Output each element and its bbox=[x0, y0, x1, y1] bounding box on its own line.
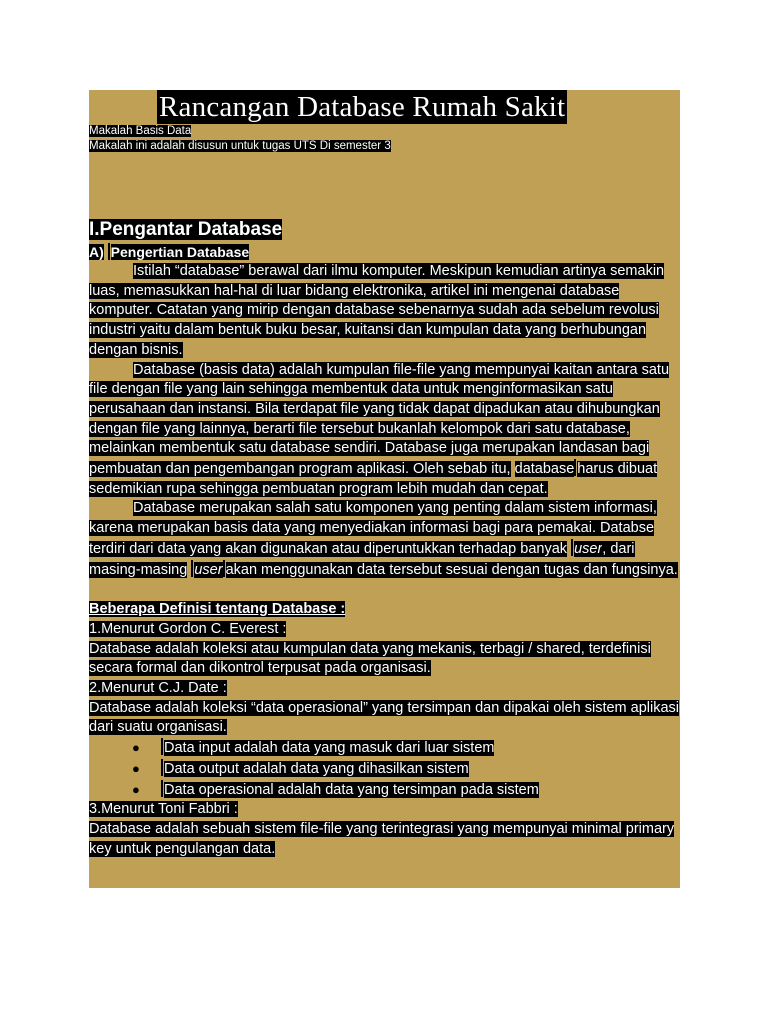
document-page bbox=[89, 90, 680, 888]
bullet-item bbox=[89, 759, 680, 780]
meta-line-1: Makalah Basis Data bbox=[89, 125, 192, 137]
section-heading-text: I.Pengantar Database bbox=[89, 219, 283, 240]
paragraph-1-text: Istilah “database” berawal dari ilmu komputer. Meskipun kemudian artinya semakin luas, memasukkan hal-hal di luar bidang elektronika, artikel ini mengenai database komputer. Catatan yang mirip dengan database sebenarnya sudah ada sebelum revolusi industri yaitu dalam bentuk buku besar, kuitansi dan kumpulan data yang berhubungan dengan bisnis. bbox=[89, 263, 665, 358]
definition-1-heading-text: 1.Menurut Gordon C. Everest : bbox=[89, 620, 287, 637]
paragraph-3-user-1: user bbox=[574, 540, 603, 557]
definition-3-heading-text: 3.Menurut Toni Fabbri : bbox=[89, 801, 238, 818]
bullet-text: Data output adalah data yang dihasilkan sistem bbox=[164, 760, 469, 777]
highlight-gap-mark bbox=[571, 539, 573, 556]
bullet-icon: ● bbox=[132, 760, 140, 776]
paragraph-3-mid: , dari masing-masing bbox=[89, 540, 635, 578]
spacer bbox=[89, 154, 680, 218]
title-row bbox=[89, 90, 680, 124]
bullet-icon: ● bbox=[132, 740, 140, 756]
highlight-gap-mark bbox=[223, 560, 225, 577]
bullet-text: Data input adalah data yang masuk dari luar sistem bbox=[164, 740, 495, 757]
highlight-gap-mark bbox=[108, 243, 110, 260]
definition-2-heading-text: 2.Menurut C.J. Date : bbox=[89, 680, 227, 697]
definition-3 bbox=[89, 820, 679, 859]
definition-1 bbox=[89, 640, 679, 679]
paragraph-2-word: database bbox=[514, 461, 575, 478]
highlight-gap-mark bbox=[161, 759, 163, 776]
definition-1-heading bbox=[89, 620, 679, 640]
definition-2-heading bbox=[89, 679, 679, 699]
highlight-gap-mark bbox=[574, 459, 576, 476]
subsection-marker: A) bbox=[89, 244, 104, 260]
highlight-gap-mark bbox=[161, 780, 163, 797]
bullet-item bbox=[89, 780, 680, 801]
bullet-text: Data operasional adalah data yang tersimpan pada sistem bbox=[164, 781, 539, 798]
definition-2-text: Database adalah koleksi “data operasional” yang tersimpan dan dipakai oleh sistem aplikasi dari suatu organisasi. bbox=[89, 699, 680, 736]
document-title: Rancangan Database Rumah Sakit bbox=[159, 91, 566, 123]
document-meta bbox=[89, 124, 680, 154]
paragraph-3 bbox=[89, 499, 679, 580]
paragraph-1 bbox=[89, 262, 679, 361]
bullet-item bbox=[89, 738, 680, 759]
meta-line-2: Makalah ini adalah disusun untuk tugas UTS Di semester 3 bbox=[89, 140, 391, 152]
definition-3-heading bbox=[89, 800, 679, 820]
definition-2-bullets bbox=[89, 738, 680, 800]
definition-1-text: Database adalah koleksi atau kumpulan data yang mekanis, terbagi / shared, terdefinisi secara formal dan dikontrol terpusat pada organisasi. bbox=[89, 640, 651, 677]
paragraph-3-tail: akan menggunakan data tersebut sesuai dengan tugas dan fungsinya. bbox=[225, 561, 678, 578]
definitions-heading bbox=[89, 600, 679, 620]
subsection-label: Pengertian Database bbox=[110, 244, 250, 260]
definition-2 bbox=[89, 699, 679, 738]
definitions-heading-text: Beberapa Definisi tentang Database : bbox=[89, 601, 346, 618]
paragraph-2-tail: harus dibuat sedemikian rupa sehingga pembuatan program lebih mudah dan cepat. bbox=[89, 461, 658, 497]
paragraph-3-user-2: user bbox=[194, 561, 223, 578]
paragraph-2-text: Database (basis data) adalah kumpulan file-file yang mempunyai kaitan antara satu file dengan file yang lain sehingga membentuk data untuk menginformasikan satu perusahaan dan instansi. Bila terdapat file yang tidak dapat dipadukan atau dihubungkan dengan file yang lainnya, berarti file tersebut bukanlah kelompok dari satu database, melainkan membentuk satu database sendiri. Database juga merupakan landasan bagi pembuatan dan pengembangan program aplikasi. Oleh sebab itu, bbox=[89, 361, 670, 478]
highlight-gap-mark bbox=[161, 738, 163, 755]
definition-3-text: Database adalah sebuah sistem file-file yang terintegrasi yang mempunyai minimal primary key untuk pengulangan data. bbox=[89, 820, 675, 857]
spacer bbox=[89, 580, 680, 600]
paragraph-2 bbox=[89, 361, 679, 500]
section-heading bbox=[89, 218, 680, 242]
paragraph-3-text: Database merupakan salah satu komponen yang penting dalam sistem informasi, karena merupakan basis data yang menyediakan informasi bagi para pemakai. Databse terdiri dari data yang akan digunakan atau diperuntukkan terhadap banyak bbox=[89, 500, 657, 557]
subsection-heading bbox=[89, 242, 680, 262]
bullet-icon: ● bbox=[132, 781, 140, 797]
